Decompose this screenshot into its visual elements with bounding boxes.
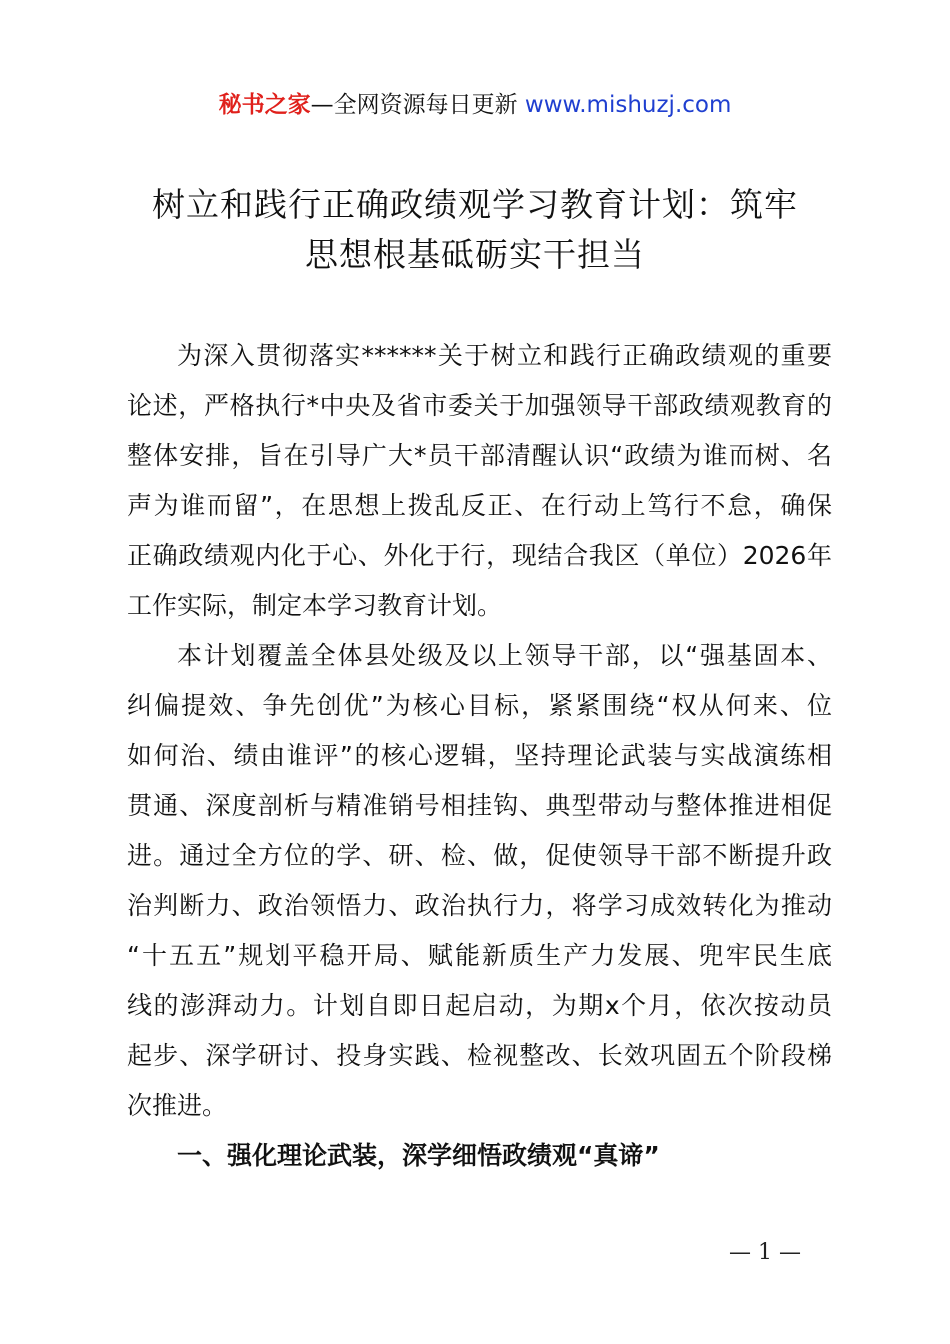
paragraph-line: 次推进。 xyxy=(127,1091,228,1120)
header-tagline: —全网资源每日更新 xyxy=(310,92,525,118)
document-body xyxy=(127,331,832,1181)
title-line-1: 树立和践行正确政绩观学习教育计划：筑牢 xyxy=(152,185,798,224)
paragraph-line: 起步、深学研讨、投身实践、检视整改、长效巩固五个阶段梯 xyxy=(127,1041,832,1070)
paragraph-line: 本计划覆盖全体县处级及以上领导干部，以“强基固本、 xyxy=(177,641,832,670)
paragraph-line: 纠偏提效、争先创优”为核心目标，紧紧围绕“权从何来、位 xyxy=(127,691,832,720)
section-heading-1: 一、强化理论武装，深学细悟政绩观“真谛” xyxy=(177,1141,660,1170)
paragraph-1 xyxy=(127,331,832,631)
title-line-2: 思想根基砥砺实干担当 xyxy=(305,235,645,274)
paragraph-2 xyxy=(127,631,832,1131)
paragraph-line: “十五五”规划平稳开局、赋能新质生产力发展、兜牢民生底 xyxy=(127,941,832,970)
paragraph-line: 整体安排，旨在引导广大*员干部清醒认识“政绩为谁而树、名 xyxy=(127,441,832,470)
paragraph-line: 如何治、绩由谁评”的核心逻辑，坚持理论武装与实战演练相 xyxy=(127,741,832,770)
paragraph-line: 论述，严格执行*中央及省市委关于加强领导干部政绩观教育的 xyxy=(127,391,832,420)
document-title xyxy=(100,180,850,280)
brand-name: 秘书之家 xyxy=(218,92,311,118)
paragraph-line: 治判断力、政治领悟力、政治执行力，将学习成效转化为推动 xyxy=(127,891,832,920)
paragraph-line: 声为谁而留”，在思想上拨乱反正、在行动上笃行不怠，确保 xyxy=(127,491,832,520)
site-url-link[interactable]: www.mishuzj.com xyxy=(524,92,732,118)
paragraph-line: 进。通过全方位的学、研、检、做，促使领导干部不断提升政 xyxy=(127,841,832,870)
paragraph-line: 为深入贯彻落实******关于树立和践行正确政绩观的重要 xyxy=(177,341,832,370)
site-header xyxy=(0,88,950,122)
paragraph-line: 贯通、深度剖析与精准销号相挂钩、典型带动与整体推进相促 xyxy=(127,791,832,820)
paragraph-line: 工作实际，制定本学习教育计划。 xyxy=(127,591,503,620)
page-number: — 1 — xyxy=(729,1240,801,1265)
paragraph-line: 线的澎湃动力。计划自即日起启动，为期x个月，依次按动员 xyxy=(127,991,832,1020)
paragraph-line: 正确政绩观内化于心、外化于行，现结合我区（单位）2026年 xyxy=(127,541,832,570)
